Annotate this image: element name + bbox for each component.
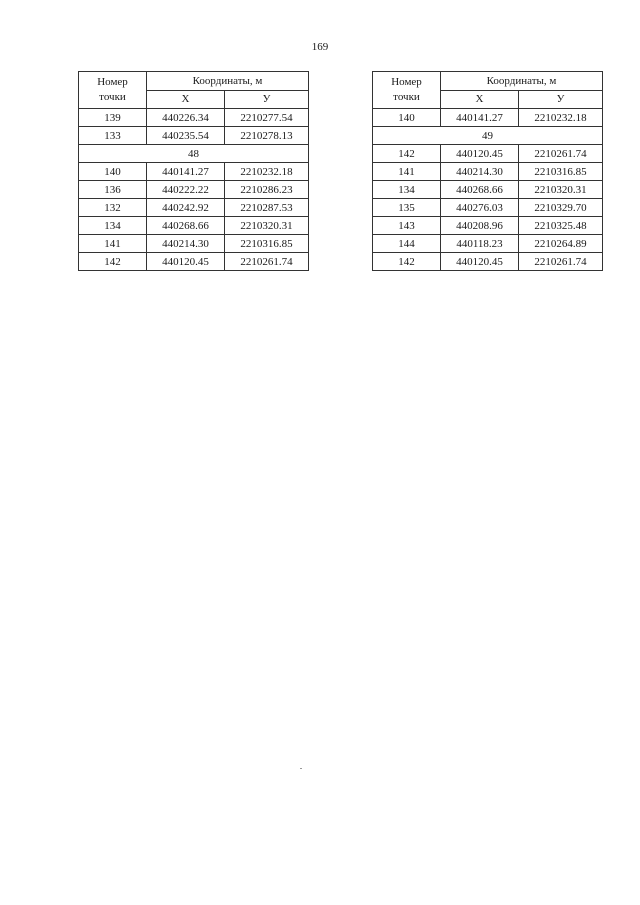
y-header: У [519, 90, 603, 109]
x-cell: 440226.34 [147, 109, 225, 127]
point-cell: 142 [79, 253, 147, 271]
point-cell: 133 [79, 127, 147, 145]
table-row [373, 253, 603, 271]
point-cell: 140 [79, 163, 147, 181]
x-cell: 440141.27 [441, 109, 519, 127]
point-cell: 142 [373, 145, 441, 163]
section-label: 49 [373, 127, 603, 145]
y-cell: 2210320.31 [225, 217, 309, 235]
table-row [79, 181, 309, 199]
table-row [79, 217, 309, 235]
point-cell: 140 [373, 109, 441, 127]
coordinates-table-left [78, 71, 309, 271]
scan-speck [300, 768, 302, 769]
table-header-row [373, 72, 603, 91]
x-cell: 440120.45 [147, 253, 225, 271]
x-cell: 440242.92 [147, 199, 225, 217]
coordinates-header: Координаты, м [147, 72, 309, 91]
y-cell: 2210261.74 [225, 253, 309, 271]
point-cell: 135 [373, 199, 441, 217]
table-row [79, 235, 309, 253]
point-number-header [373, 72, 441, 109]
point-cell: 141 [79, 235, 147, 253]
y-cell: 2210286.23 [225, 181, 309, 199]
y-cell: 2210232.18 [225, 163, 309, 181]
point-cell: 144 [373, 235, 441, 253]
point-cell: 141 [373, 163, 441, 181]
point-cell: 142 [373, 253, 441, 271]
point-number-header-line2: точки [393, 91, 420, 103]
point-cell: 139 [79, 109, 147, 127]
y-cell: 2210232.18 [519, 109, 603, 127]
point-number-header-line1: Номер [97, 76, 128, 88]
section-row [373, 127, 603, 145]
point-number-header [79, 72, 147, 109]
coordinates-table-right [372, 71, 603, 271]
table-row [79, 109, 309, 127]
x-cell: 440222.22 [147, 181, 225, 199]
y-cell: 2210316.85 [225, 235, 309, 253]
x-cell: 440276.03 [441, 199, 519, 217]
table-row [373, 235, 603, 253]
point-cell: 132 [79, 199, 147, 217]
y-cell: 2210325.48 [519, 217, 603, 235]
table-header-row [79, 72, 309, 91]
coordinates-header: Координаты, м [441, 72, 603, 91]
y-cell: 2210277.54 [225, 109, 309, 127]
x-cell: 440118.23 [441, 235, 519, 253]
point-number-header-line2: точки [99, 91, 126, 103]
table-row [373, 199, 603, 217]
x-cell: 440120.45 [441, 253, 519, 271]
y-cell: 2210261.74 [519, 253, 603, 271]
y-cell: 2210316.85 [519, 163, 603, 181]
x-cell: 440268.66 [441, 181, 519, 199]
x-cell: 440208.96 [441, 217, 519, 235]
page-number: 169 [311, 41, 329, 53]
table-row [79, 199, 309, 217]
table-row [373, 163, 603, 181]
point-cell: 134 [373, 181, 441, 199]
x-cell: 440214.30 [147, 235, 225, 253]
table-row [373, 181, 603, 199]
point-number-header-line1: Номер [391, 76, 422, 88]
y-cell: 2210261.74 [519, 145, 603, 163]
point-cell: 143 [373, 217, 441, 235]
table-row [79, 163, 309, 181]
table-row [373, 217, 603, 235]
table-row [79, 253, 309, 271]
x-header: X [441, 90, 519, 109]
x-header: X [147, 90, 225, 109]
section-row [79, 145, 309, 163]
table-row [79, 127, 309, 145]
table-row [373, 145, 603, 163]
y-cell: 2210287.53 [225, 199, 309, 217]
section-label: 48 [79, 145, 309, 163]
point-cell: 136 [79, 181, 147, 199]
x-cell: 440235.54 [147, 127, 225, 145]
x-cell: 440141.27 [147, 163, 225, 181]
y-cell: 2210329.70 [519, 199, 603, 217]
y-header: У [225, 90, 309, 109]
y-cell: 2210264.89 [519, 235, 603, 253]
y-cell: 2210320.31 [519, 181, 603, 199]
point-cell: 134 [79, 217, 147, 235]
x-cell: 440120.45 [441, 145, 519, 163]
y-cell: 2210278.13 [225, 127, 309, 145]
x-cell: 440268.66 [147, 217, 225, 235]
x-cell: 440214.30 [441, 163, 519, 181]
table-row [373, 109, 603, 127]
